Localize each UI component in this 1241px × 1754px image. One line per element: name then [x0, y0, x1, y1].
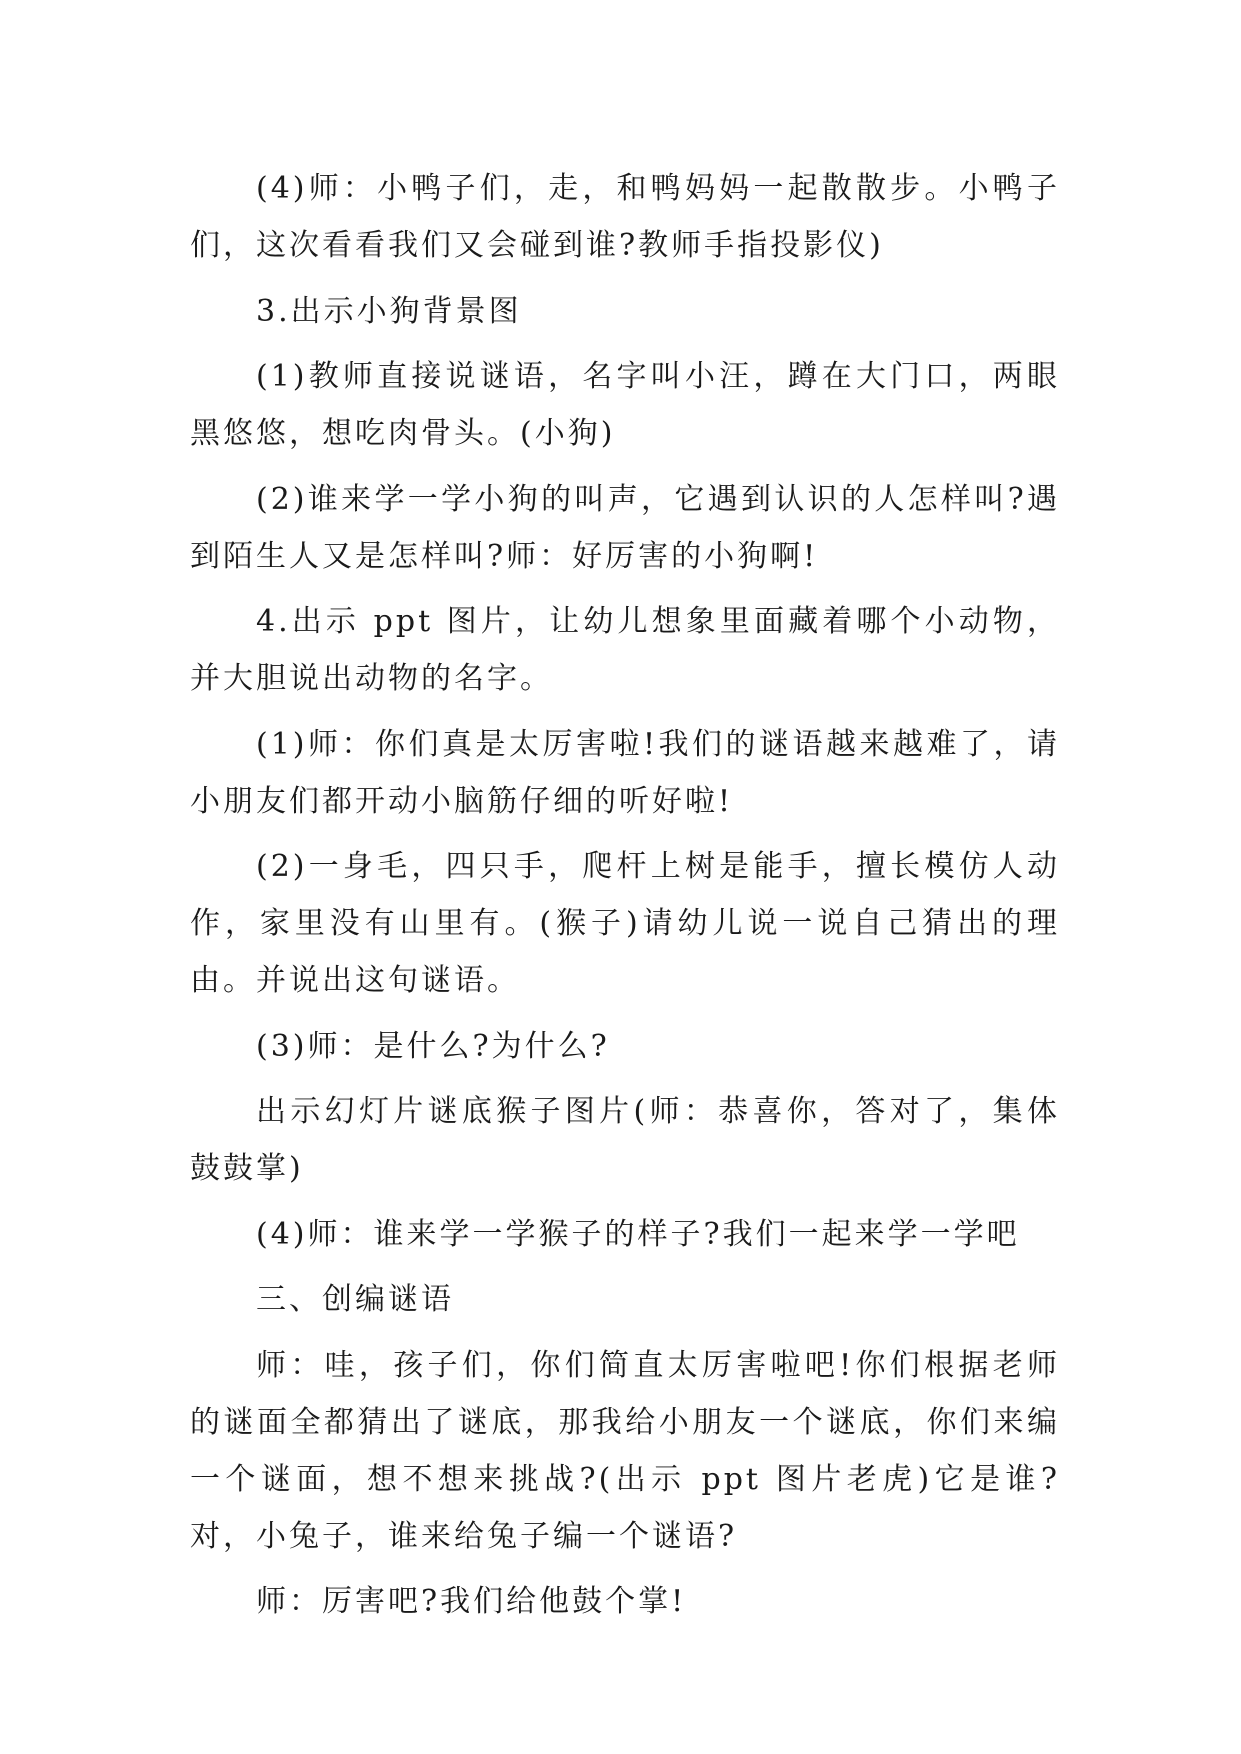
- paragraph-step-4-heading: 4.出示 ppt 图片，让幼儿想象里面藏着哪个小动物，并大胆说出动物的名字。: [190, 604, 1060, 696]
- paragraph-slide-answer: 出示幻灯片谜底猴子图片(师：恭喜你，答对了，集体鼓鼓掌): [190, 1094, 1060, 1186]
- paragraph-step-3-heading: 3.出示小狗背景图: [256, 293, 522, 329]
- paragraph-applause: 师：厉害吧?我们给他鼓个掌!: [256, 1584, 687, 1619]
- paragraph-what-why: (3)师：是什么?为什么?: [256, 1028, 610, 1064]
- paragraph-harder-riddles: (1)师：你们真是太厉害啦!我们的谜语越来越难了，请小朋友们都开动小脑筋仔细的听好啦!: [190, 726, 1060, 819]
- paragraph-monkey-riddle: (2)一身毛，四只手，爬杆上树是能手，擅长模仿人动作，家里没有山里有。(猴子)请幼儿说一说自己猜出的理由。并说出这句谜语。: [190, 849, 1060, 998]
- paragraph-duck-walk: (4)师：小鸭子们，走，和鸭妈妈一起散散步。小鸭子们，这次看看我们又会碰到谁?教师手指投影仪): [190, 171, 1060, 263]
- paragraph-dog-bark: (2)谁来学一学小狗的叫声，它遇到认识的人怎样叫?遇到陌生人又是怎样叫?师：好厉害的小狗啊!: [190, 481, 1060, 574]
- document-body: [190, 160, 1060, 1639]
- section-heading-create-riddles: 三、创编谜语: [256, 1282, 454, 1317]
- paragraph-dog-riddle: (1)教师直接说谜语，名字叫小汪，蹲在大门口，两眼黑悠悠，想吃肉骨头。(小狗): [190, 359, 1060, 451]
- paragraph-create-challenge: 师：哇，孩子们，你们简直太厉害啦吧!你们根据老师的谜面全都猜出了谜底，那我给小朋友一个谜底，你们来编一个谜面，想不想来挑战?(出示 ppt 图片老虎)它是谁?对，小兔子，谁来给兔子编一个谜语?: [190, 1347, 1060, 1554]
- paragraph-monkey-imitate: (4)师：谁来学一学猴子的样子?我们一起来学一学吧: [256, 1216, 1020, 1252]
